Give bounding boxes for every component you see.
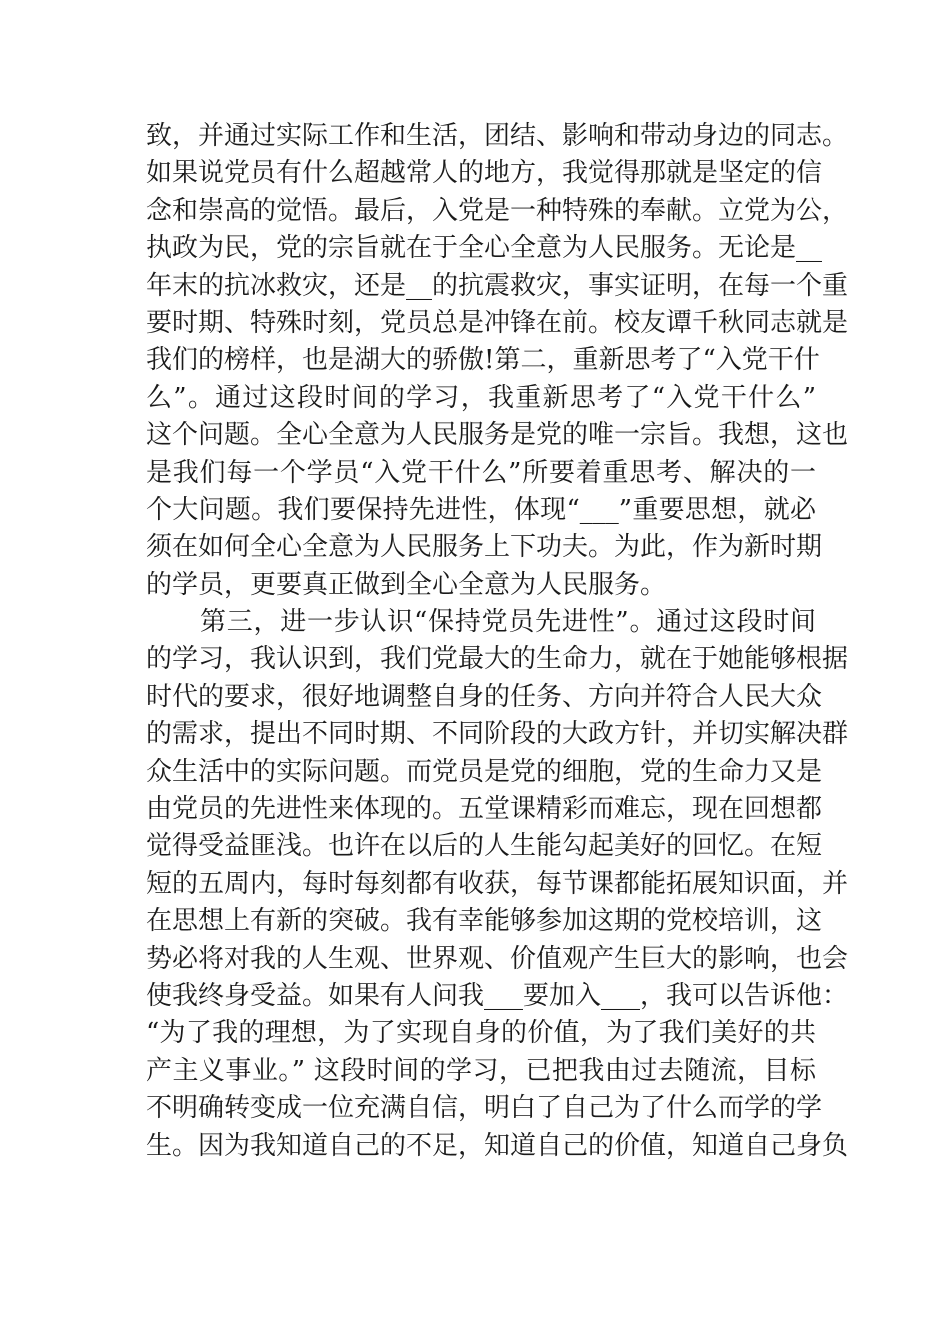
text-line: 我们的榜样，也是湖大的骄傲!第二，重新思考了“入党干什	[146, 345, 820, 376]
text-line: 由党员的先进性来体现的。五堂课精彩而难忘，现在回想都	[146, 794, 823, 825]
text-line: 么”。通过这段时间的学习，我重新思考了“入党干什么”	[146, 382, 816, 413]
text-line: 在思想上有新的突破。我有幸能够参加这期的党校培训，这	[146, 906, 823, 937]
text-line: 年末的抗冰救灾，还是__的抗震救灾，事实证明，在每一个重	[146, 270, 849, 301]
text-line: 不明确转变成一位充满自信，明白了自己为了什么而学的学	[146, 1093, 823, 1124]
text-line: 要时期、特殊时刻，党员总是冲锋在前。校友谭千秋同志就是	[146, 307, 849, 338]
text-line: 短的五周内，每时每刻都有收获，每节课都能拓展知识面，并	[146, 868, 849, 899]
text-line: 时代的要求，很好地调整自身的任务、方向并符合人民大众	[146, 681, 823, 712]
text-line: 觉得受益匪浅。也许在以后的人生能勾起美好的回忆。在短	[146, 831, 823, 862]
text-line: 如果说党员有什么超越常人的地方，我觉得那就是坚定的信	[146, 158, 823, 189]
text-line: 生。因为我知道自己的不足，知道自己的价值，知道自己身负	[146, 1130, 849, 1161]
text-line: 是我们每一个学员“入党干什么”所要着重思考、解决的一	[146, 457, 816, 488]
text-line: 势必将对我的人生观、世界观、价值观产生巨大的影响，也会	[146, 943, 849, 974]
text-line: 产主义事业。” 这段时间的学习，已把我由过去随流，目标	[146, 1055, 816, 1086]
body-text	[146, 118, 849, 1165]
paragraph-start-line: 第三，进一步认识“保持党员先进性”。通过这段时间	[200, 607, 816, 638]
text-line: 的需求，提出不同时期、不同阶段的大政方针，并切实解决群	[146, 719, 849, 750]
text-line: 个大问题。我们要保持先进性，体现“___”重要思想，就必	[146, 494, 816, 525]
text-line: 致，并通过实际工作和生活，团结、影响和带动身边的同志。	[146, 121, 849, 151]
text-line: 众生活中的实际问题。而党员是党的细胞，党的生命力又是	[146, 756, 823, 787]
text-line: 须在如何全心全意为人民服务上下功夫。为此，作为新时期	[146, 532, 823, 563]
text-line: “为了我的理想，为了实现自身的价值，为了我们美好的共	[146, 1018, 816, 1049]
text-line: 念和崇高的觉悟。最后，入党是一种特殊的奉献。立党为公，	[146, 195, 849, 226]
text-line: 这个问题。全心全意为人民服务是党的唯一宗旨。我想，这也	[146, 420, 849, 451]
text-line: 的学习，我认识到，我们党最大的生命力，就在于她能够根据	[146, 644, 849, 675]
text-line: 执政为民，党的宗旨就在于全心全意为人民服务。无论是__	[146, 233, 823, 264]
text-line: 使我终身受益。如果有人问我___要加入___，我可以告诉他：	[146, 980, 849, 1011]
paragraph-end-line: 的学员，更要真正做到全心全意为人民服务。	[146, 569, 667, 600]
